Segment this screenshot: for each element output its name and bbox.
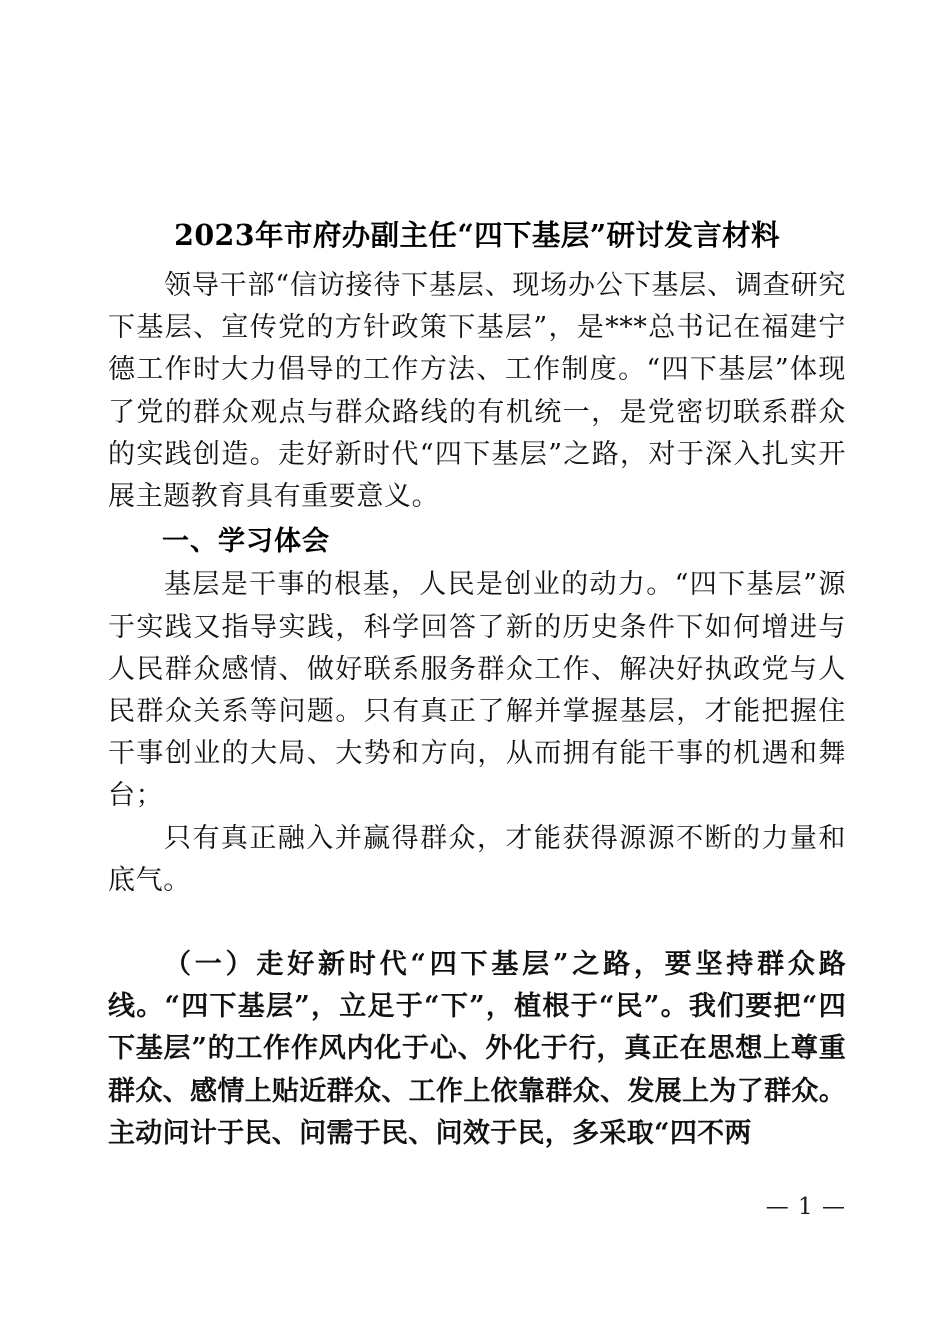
paragraph-3-subsection-one: （一）走好新时代“四下基层”之路，要坚持群众路线。“四下基层”，立足于“下”，植根于“民”。我们要把“四下基层”的工作作风内化于心、外化于行，真正在思想上尊重群众、感情上贴近群众、工作上依靠群众、发展上为了群众。主动问计于民、问需于民、问效于民，多采取“四不两 [108, 949, 846, 1149]
document-content [108, 214, 846, 1155]
page-footer [108, 1192, 846, 1222]
paragraph-1: 基层是干事的根基，人民是创业的动力。“四下基层”源于实践又指导实践，科学回答了新的历史条件下如何增进与人民群众感情、做好联系服务群众工作、解决好执政党与人民群众关系等问题。只有真正了解并掌握基层，才能把握住干事创业的大局、大势和方向，从而拥有能干事的机遇和舞台； [108, 569, 846, 812]
paragraph-2: 只有真正融入并赢得群众，才能获得源源不断的力量和底气。 [108, 822, 846, 896]
paragraph-intro: 领导干部“信访接待下基层、现场办公下基层、调查研究下基层、宣传党的方针政策下基层”，是***总书记在福建宁德工作时大力倡导的工作方法、工作制度。“四下基层”体现了党的群众观点与群众路线的有机统一，是党密切联系群众的实践创造。走好新时代“四下基层”之路，对于深入扎实开展主题教育具有重要意义。 [108, 270, 846, 513]
paragraph-spacer [108, 902, 846, 944]
page-title: 2023年市府办副主任“四下基层”研讨发言材料 [174, 218, 780, 252]
page-number: — 1 — [765, 1194, 846, 1220]
section-heading-learning-experience: 一、学习体会 [162, 526, 330, 558]
